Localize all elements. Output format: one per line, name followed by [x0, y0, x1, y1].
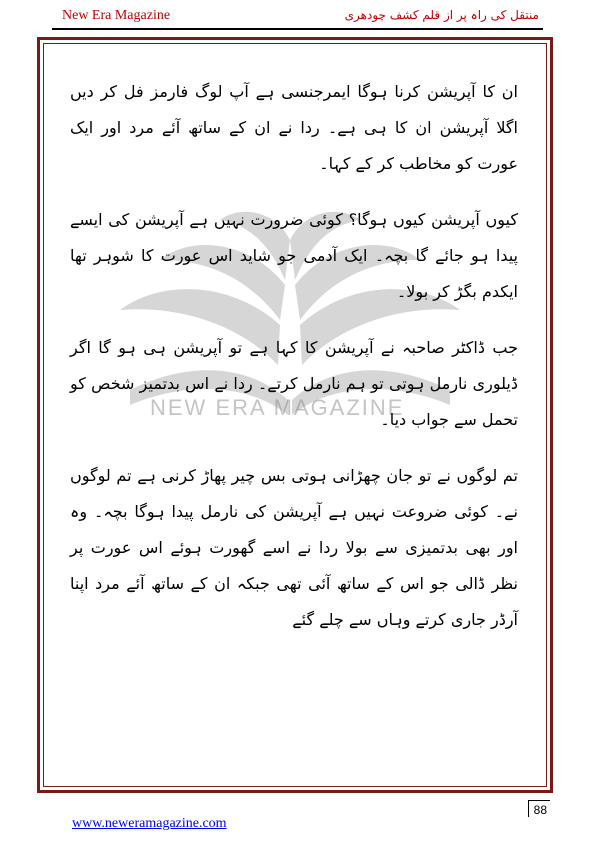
paragraph: تم لوگوں نے تو جان چھڑانی ہوتی بس چیر پھاڑ کرنی ہے تم لوگوں نے۔ کوئی ضروعت نہیں ہے آپریشن کی نارمل پیدا ہوگا بچہ۔ وہ اور بھی بدتمیزی سے بولا ردا نے اسے گھورت ہوئے اس عورت پر نظر ڈالی جو اس کے ساتھ آئی تھی جبکہ ان کے ساتھ آئے مرد اپنا آرڈر جاری کرتے وہاں سے چلے گئے	[70, 466, 518, 629]
watermark-text: NEW ERA MAGAZINE	[150, 395, 405, 420]
header-divider	[52, 28, 543, 30]
magazine-title: New Era Magazine	[62, 8, 171, 23]
website-link[interactable]: www.neweramagazine.com	[72, 816, 227, 831]
novel-title: منتقل کی راہ پر از قلم کشف چودھری	[344, 8, 539, 22]
page-number: 88	[528, 800, 550, 817]
paragraph: جب ڈاکٹر صاحبہ نے آپریشن کا کہا ہے تو آپریشن ہی ہو گا اگر ڈیلوری نارمل ہوتی تو ہم نارمل کرتے۔ ردا نے اس بدتمیز شخص کو تحمل سے جواب دیا۔	[70, 338, 518, 429]
paragraph: کیوں آپریشن کیوں ہوگا؟ کوئی ضرورت نہیں ہے آپریشن کی ایسے پیدا ہو جائے گا بچہ۔ ایک آدمی جو شاید اس عورت کا شوہر تھا ایکدم بگڑ کر بولا۔	[70, 210, 518, 301]
article-body	[70, 74, 518, 658]
paragraph: ان کا آپریشن کرنا ہوگا ایمرجنسی ہے آپ لوگ فارمز فل کر دیں اگلا آپریشن ان کا ہی ہے۔ ردا نے ان کے ساتھ آئے مرد اور ایک عورت کو مخاطب کر کے کہا۔	[70, 82, 518, 173]
